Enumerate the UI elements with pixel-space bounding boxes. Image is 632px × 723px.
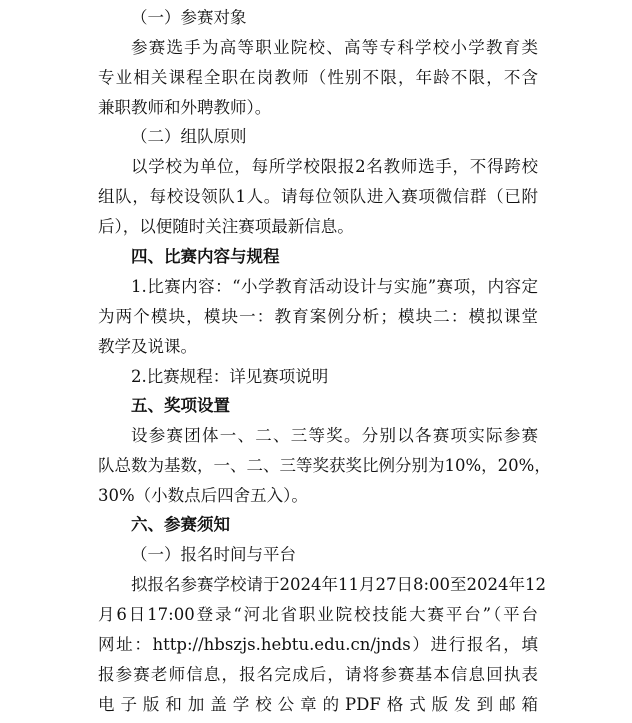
paragraph-line: 拟报名参赛学校请于2024年11月27日8:00至2024年12 bbox=[131, 575, 547, 594]
paragraph-line: 设参赛团体一、二、三等奖。分别以各赛项实际参赛 bbox=[131, 426, 538, 445]
paragraph-line: 组队，每校设领队1人。请每位领队进入赛项微信群（已附 bbox=[98, 187, 538, 206]
paragraph-line: 参赛选手为高等职业院校、高等专科学校小学教育类 bbox=[131, 38, 538, 57]
paragraph-line: 报参赛老师信息，报名完成后，请将参赛基本信息回执表 bbox=[98, 665, 538, 684]
paragraph-line: 电子版和加盖学校公章的PDF格式版发到邮箱 bbox=[98, 695, 538, 714]
section-heading-awards: 五、奖项设置 bbox=[131, 396, 230, 415]
paragraph-line: 专业相关课程全职在岗教师（性别不限，年龄不限，不含 bbox=[98, 68, 538, 87]
paragraph-line: 教学及说课。 bbox=[98, 337, 197, 356]
paragraph-line: 月6日17:00登录“河北省职业院校技能大赛平台”（平台 bbox=[98, 605, 538, 624]
paragraph-line: 队总数为基数，一、二、三等奖获奖比例分别为10%，20%， bbox=[98, 456, 551, 475]
paragraph-line: 为两个模块，模块一：教育案例分析；模块二：模拟课堂 bbox=[98, 307, 538, 326]
paragraph-line: 以学校为单位，每所学校限报2名教师选手，不得跨校 bbox=[131, 157, 538, 176]
paragraph-line: 兼职教师和外聘教师）。 bbox=[98, 98, 272, 117]
paragraph-line: 30%（小数点后四舍五入）。 bbox=[98, 486, 308, 505]
paragraph-line: 2.比赛规程：详见赛项说明 bbox=[131, 367, 329, 386]
paragraph-line: 网址：http://hbszjs.hebtu.edu.cn/jnds）进行报名，填 bbox=[98, 635, 538, 654]
subsection-title-team-rules: （二）组队原则 bbox=[131, 127, 247, 146]
paragraph-line: 后），以便随时关注赛项最新信息。 bbox=[98, 217, 354, 236]
section-heading-competition-content: 四、比赛内容与规程 bbox=[131, 247, 280, 266]
subsection-title-participants: （一）参赛对象 bbox=[131, 8, 247, 27]
subsection-title-registration: （一）报名时间与平台 bbox=[131, 545, 296, 564]
paragraph-line: 1.比赛内容：“小学教育活动设计与实施”赛项，内容定 bbox=[131, 277, 538, 296]
section-heading-notice: 六、参赛须知 bbox=[131, 515, 230, 534]
